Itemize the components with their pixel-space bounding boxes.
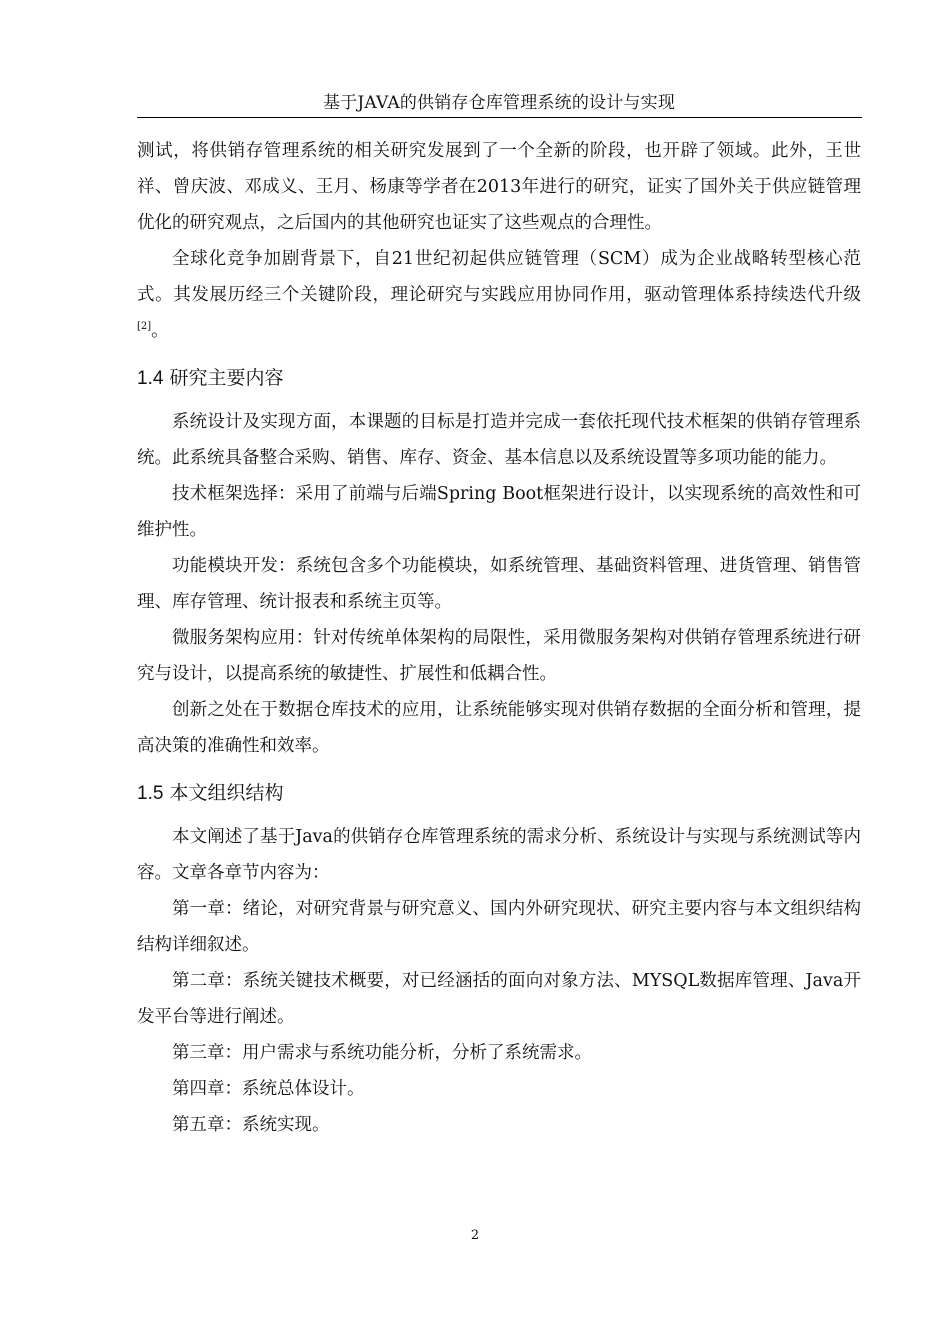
section-heading-1-5 (137, 778, 861, 809)
body-paragraph: 功能模块开发：系统包含多个功能模块，如系统管理、基础资料管理、进货管理、销售管理、库存管理、统计报表和系统主页等。 (137, 556, 861, 612)
body-paragraph: 本文阐述了基于Java的供销存仓库管理系统的需求分析、系统设计与实现与系统测试等内容。文章各章节内容为： (137, 827, 861, 883)
body-paragraph: 技术框架选择：采用了前端与后端Spring Boot框架进行设计，以实现系统的高效性和可维护性。 (137, 484, 861, 540)
section-title: 研究主要内容 (169, 367, 284, 389)
citation-marker: [2] (137, 321, 152, 333)
section-heading-1-4 (137, 363, 861, 394)
page-number: 2 (470, 1228, 480, 1243)
paragraph-end: 。 (151, 321, 169, 341)
body-paragraph: 第四章：系统总体设计。 (172, 1079, 365, 1099)
running-header-title: 基于JAVA的供销存仓库管理系统的设计与实现 (322, 93, 676, 113)
section-number: 1.5 (137, 783, 164, 804)
body-paragraph (137, 241, 861, 349)
section-title: 本文组织结构 (169, 782, 284, 804)
body-paragraph: 系统设计及实现方面，本课题的目标是打造并完成一套依托现代技术框架的供销存管理系统。此系统具备整合采购、销售、库存、资金、基本信息以及系统设置等多项功能的能力。 (137, 412, 861, 468)
body-paragraph: 第一章：绪论，对研究背景与研究意义、国内外研究现状、研究主要内容与本文组织结构结构详细叙述。 (137, 899, 861, 955)
body-paragraph: 测试，将供销存管理系统的相关研究发展到了一个全新的阶段，也开辟了领域。此外，王世祥、曾庆波、邓成义、王月、杨康等学者在2013年进行的研究，证实了国外关于供应链管理优化的研究观点，之后国内的其他研究也证实了这些观点的合理性。 (137, 141, 861, 233)
body-paragraph: 第三章：用户需求与系统功能分析，分析了系统需求。 (172, 1043, 592, 1063)
body-paragraph: 第二章：系统关键技术概要，对已经涵括的面向对象方法、MYSQL数据库管理、Java开发平台等进行阐述。 (137, 971, 861, 1027)
body-paragraph: 第五章：系统实现。 (172, 1115, 330, 1135)
page-body (137, 133, 861, 1143)
body-paragraph: 创新之处在于数据仓库技术的应用，让系统能够实现对供销存数据的全面分析和管理，提高决策的准确性和效率。 (137, 700, 861, 756)
paragraph-text: 全球化竞争加剧背景下，自21世纪初起供应链管理（SCM）成为企业战略转型核心范式。其发展历经三个关键阶段，理论研究与实践应用协同作用，驱动管理体系持续迭代升级 (137, 249, 861, 305)
header-rule (137, 117, 862, 118)
section-number: 1.4 (137, 368, 164, 389)
body-paragraph: 微服务架构应用：针对传统单体架构的局限性，采用微服务架构对供销存管理系统进行研究与设计，以提高系统的敏捷性、扩展性和低耦合性。 (137, 628, 861, 684)
